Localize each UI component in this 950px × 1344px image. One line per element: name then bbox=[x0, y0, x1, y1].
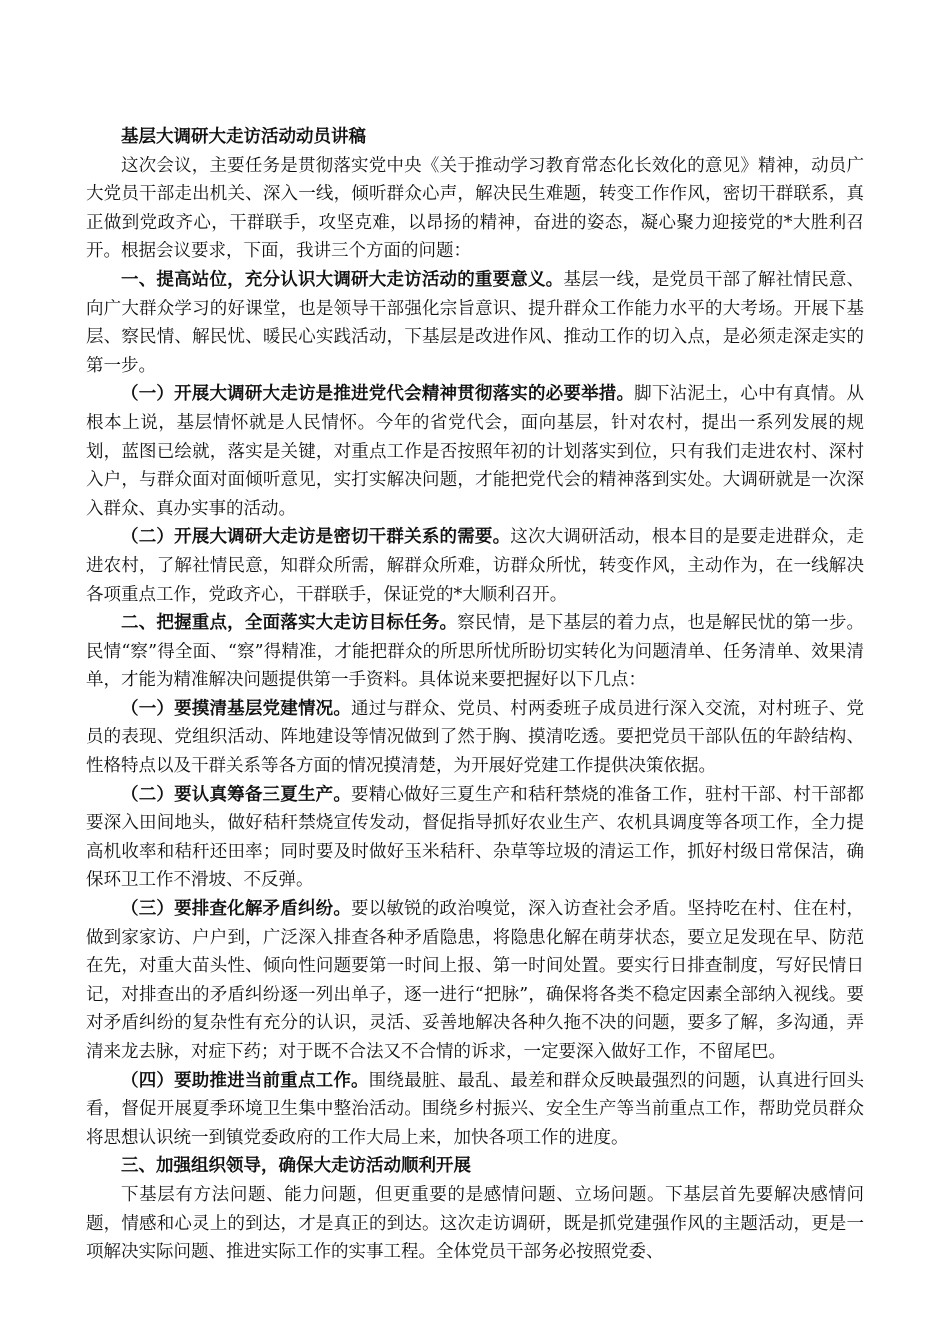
subsection-heading: （二）要认真筹备三夏生产。 bbox=[121, 784, 352, 805]
paragraph-closing bbox=[86, 1181, 864, 1267]
subsection-1-2 bbox=[86, 523, 864, 609]
subsection-2-3 bbox=[86, 895, 864, 1067]
section-heading: 一、提高站位，充分认识大调研大走访活动的重要意义。 bbox=[121, 269, 564, 290]
subsection-heading: （三）要排查化解矛盾纠纷。 bbox=[121, 899, 352, 920]
subsection-2-1 bbox=[86, 695, 864, 781]
section-3 bbox=[86, 1152, 864, 1181]
paragraph-text: 下基层有方法问题、能力问题，但更重要的是感情问题、立场问题。下基层首先要解决感情问题，情感和心灵上的到达，才是真正的到达。这次走访调研，既是抓党建强作风的主题活动，更是一项解决实际问题、推进实际工作的实事工程。全体党员干部务必按照党委、 bbox=[86, 1184, 864, 1263]
paragraph-text: 通过与群众、党员、村两委班子成员进行深入交流，对村班子、党员的表现、党组织活动、阵地建设等情况做到了然于胸、摸清吃透。要把党员干部队伍的年龄结构、性格特点以及干群关系等各方面的情况摸清楚，为开展好党建工作提供决策依据。 bbox=[86, 698, 865, 777]
subsection-heading: （二）开展大调研大走访是密切干群关系的需要。 bbox=[121, 527, 511, 548]
paragraph-intro bbox=[86, 152, 864, 266]
paragraph-text: 脚下沾泥土，心中有真情。从根本上说，基层情怀就是人民情怀。今年的省党代会，面向基层，针对农村，提出一系列发展的规划，蓝图已绘就，落实是关键，对重点工作是否按照年初的计划落实到位，只有我们走进农村、深村入户，与群众面对面倾听意见，实打实解决问题，才能把党代会的精神落到实处。大调研就是一次深入群众、真办实事的活动。 bbox=[86, 384, 864, 519]
document-title: 基层大调研大走访活动动员讲稿 bbox=[121, 127, 366, 147]
paragraph-text: 要精心做好三夏生产和秸秆禁烧的准备工作，驻村干部、村干部都要深入田间地头，做好秸秆禁烧宣传发动，督促指导抓好农业生产、农机具调度等各项工作，全力提高机收率和秸秆还田率；同时要及时做好玉米秸秆、杂草等垃圾的清运工作，抓好村级日常保洁，确保环卫工作不滑坡、不反弹。 bbox=[86, 784, 865, 891]
section-2 bbox=[86, 609, 864, 695]
paragraph-text: 这次大调研活动，根本目的是要走进群众，走进农村，了解社情民意，知群众所需，解群众所难，访群众所忧，转变作风，主动作为，在一线解决各项重点工作，党政齐心，干群联手，保证党的*大顺利召开。 bbox=[86, 527, 865, 605]
subsection-heading: （四）要助推进当前重点工作。 bbox=[121, 1070, 369, 1091]
subsection-heading: （一）开展大调研大走访是推进党代会精神贯彻落实的必要举措。 bbox=[121, 384, 635, 405]
subsection-2-2 bbox=[86, 781, 864, 895]
section-heading: 二、把握重点，全面落实大走访目标任务。 bbox=[121, 613, 458, 634]
subsection-heading: （一）要摸清基层党建情况。 bbox=[121, 698, 352, 719]
subsection-1-1 bbox=[86, 380, 864, 523]
paragraph-text: 这次会议，主要任务是贯彻落实党中央《关于推动学习教育常态化长效化的意见》精神，动员广大党员干部走出机关、深入一线，倾听群众心声，解决民生难题，转变工作作风，密切干群联系，真正做到党政齐心，干群联手，攻坚克难，以昂扬的精神，奋进的姿态，凝心聚力迎接党的*大胜利召开。根据会议要求，下面，我讲三个方面的问题： bbox=[86, 155, 864, 262]
paragraph-text: 要以敏锐的政治嗅觉，深入访查社会矛盾。坚持吃在村、住在村，做到家家访、户户到，广泛深入排查各种矛盾隐患，将隐患化解在萌芽状态，要立足发现在早、防范在先，对重大苗头性、倾向性问题要第一时间上报、第一时间处置。要实行日排查制度，写好民情日记，对排查出的矛盾纠纷逐一列出单子，逐一进行“把脉”，确保将各类不稳定因素全部纳入视线。要对矛盾纠纷的复杂性有充分的认识，灵活、妥善地解决各种久拖不决的问题，要多了解，多沟通，弄清来龙去脉，对症下药；对于既不合法又不合情的诉求，一定要深入做好工作，不留尾巴。 bbox=[86, 899, 865, 1062]
paragraph-text: 围绕最脏、最乱、最差和群众反映最强烈的问题，认真进行回头看，督促开展夏季环境卫生集中整治活动。围绕乡村振兴、安全生产等当前重点工作，帮助党员群众将思想认识统一到镇党委政府的工作大局上来，加快各项工作的进度。 bbox=[86, 1070, 865, 1148]
paragraph-text: 基层一线，是党员干部了解社情民意、向广大群众学习的好课堂，也是领导干部强化宗旨意识、提升群众工作能力水平的大考场。开展下基层、察民情、解民忧、暖民心实践活动，下基层是改进作风、推动工作的切入点，是必须走深走实的第一步。 bbox=[86, 269, 865, 376]
paragraph-text: 察民情，是下基层的着力点，也是解民忧的第一步。民情“察”得全面、“察”得精准，才能把群众的所思所忧所盼切实转化为问题清单、任务清单、效果清单，才能为精准解决问题提供第一手资料。具体说来要把握好以下几点： bbox=[86, 613, 865, 691]
section-1 bbox=[86, 266, 864, 380]
section-heading: 三、加强组织领导，确保大走访活动顺利开展 bbox=[121, 1156, 471, 1177]
subsection-2-4 bbox=[86, 1067, 864, 1153]
